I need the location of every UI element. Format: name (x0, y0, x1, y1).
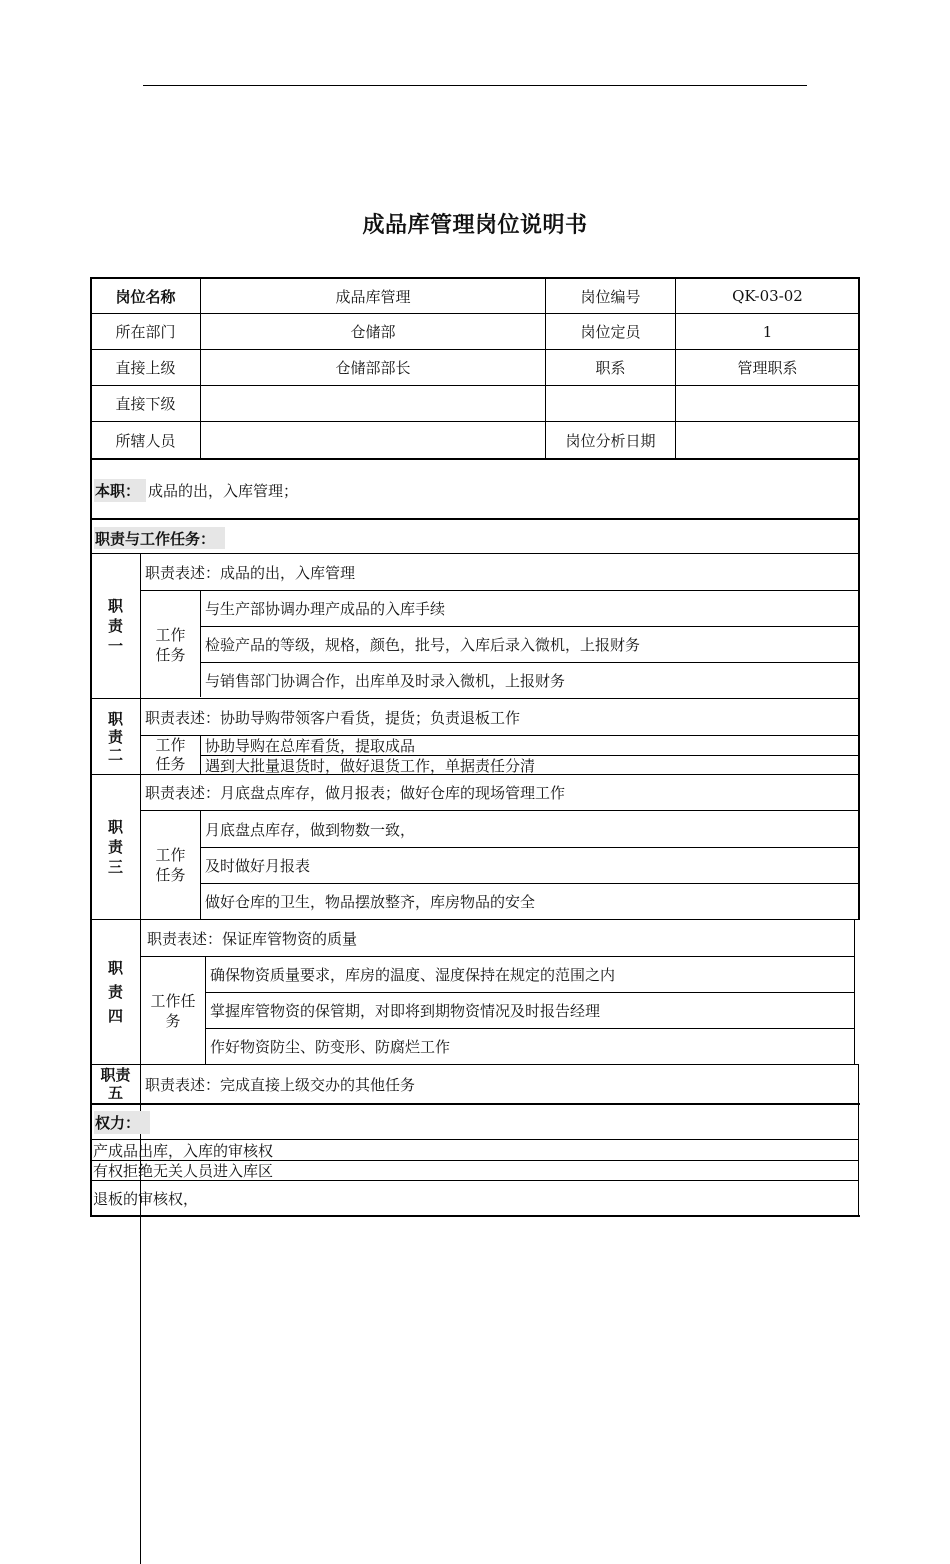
duty-2-task-1: 协助导购在总库看货，提取成品 (205, 737, 416, 755)
authority-header-row (91, 1110, 491, 1135)
analysis-date-value (676, 422, 859, 458)
authority-item-3: 退板的审核权， (93, 1189, 199, 1208)
position-name-label: 岗位名称 (115, 287, 176, 306)
authority-item-1: 产成品出库，入库的审核权 (93, 1141, 274, 1160)
duty-1-description: 职责表述：成品的出，入库管理 (145, 564, 356, 582)
duty-5-name: 职责 五 (100, 1066, 131, 1102)
duty-4-task-1: 确保物资质量要求，库房的温度、湿度保持在规定的范围之内 (210, 966, 616, 984)
staff-label: 所辖人员 (115, 431, 176, 450)
duty-1-task-3: 与销售部门协调合作，出库单及时录入微机，上报财务 (205, 672, 566, 690)
duty-3-name: 职 责 三 (107, 818, 123, 876)
core-duty-row (91, 465, 859, 515)
core-duty-label: 本职： (94, 479, 146, 502)
subordinate-value (201, 386, 545, 421)
authority-label: 权力： (94, 1111, 150, 1134)
duty-2-name: 职 责 二 (107, 709, 123, 764)
superior-label: 直接上级 (115, 359, 176, 377)
duty-2-task-label: 工作 任务 (155, 736, 186, 773)
core-duty-text: 成品的出，入库管理； (148, 481, 299, 500)
duty-1-name: 职 责 一 (107, 597, 123, 655)
position-code-value: QK-03-02 (732, 287, 803, 305)
staff-value (201, 422, 545, 458)
duty-4-task-2: 掌握库管物资的保管期，对即将到期物资情况及时报告经理 (210, 1002, 601, 1020)
duties-header: 职责与工作任务： (94, 527, 225, 549)
position-name-value: 成品库管理 (335, 287, 411, 306)
duty-3-description: 职责表述：月底盘点库存，做月报表；做好仓库的现场管理工作 (145, 784, 566, 802)
job-family-value: 管理职系 (737, 359, 798, 377)
duty-5-description: 职责表述：完成直接上级交办的其他任务 (145, 1075, 416, 1094)
job-family-label: 职系 (595, 359, 626, 377)
duty-4-task-label: 工作任 务 (150, 991, 196, 1030)
position-code-label: 岗位编号 (580, 287, 641, 306)
document-title: 成品库管理岗位说明书 (362, 213, 588, 238)
dept-label: 所在部门 (115, 323, 176, 341)
duty-4-name: 职 责 四 (107, 959, 123, 1025)
headcount-value: 1 (762, 322, 773, 341)
header-rule (143, 85, 807, 86)
duty-3-task-3: 做好仓库的卫生，物品摆放整齐，库房物品的安全 (205, 893, 536, 911)
duty-3-task-2: 及时做好月报表 (205, 857, 311, 875)
duty-4-task-3: 作好物资防尘、防变形、防腐烂工作 (210, 1038, 451, 1056)
duty-1-task-label: 工作 任务 (155, 625, 186, 664)
subordinate-label: 直接下级 (115, 395, 176, 413)
headcount-label: 岗位定员 (580, 323, 641, 341)
duty-1-task-1: 与生产部协调办理产成品的入库手续 (205, 600, 446, 618)
duties-header-row (91, 527, 491, 549)
analysis-date-label: 岗位分析日期 (565, 431, 656, 450)
authority-item-2: 有权拒绝无关人员进入库区 (93, 1162, 274, 1180)
superior-value: 仓储部部长 (335, 359, 411, 377)
duty-2-description: 职责表述：协助导购带领客户看货，提货；负责退板工作 (145, 708, 521, 727)
duty-2-task-2: 遇到大批量退货时，做好退货工作，单据责任分清 (205, 756, 536, 774)
duty-3-task-label: 工作 任务 (155, 846, 186, 884)
duty-4-description: 职责表述：保证库管物资的质量 (147, 929, 358, 948)
dept-value: 仓储部 (350, 323, 396, 341)
duty-1-task-2: 检验产品的等级，规格，颜色，批号，入库后录入微机，上报财务 (205, 636, 641, 654)
duty-3-task-1: 月底盘点库存，做到物数一致， (205, 820, 416, 839)
